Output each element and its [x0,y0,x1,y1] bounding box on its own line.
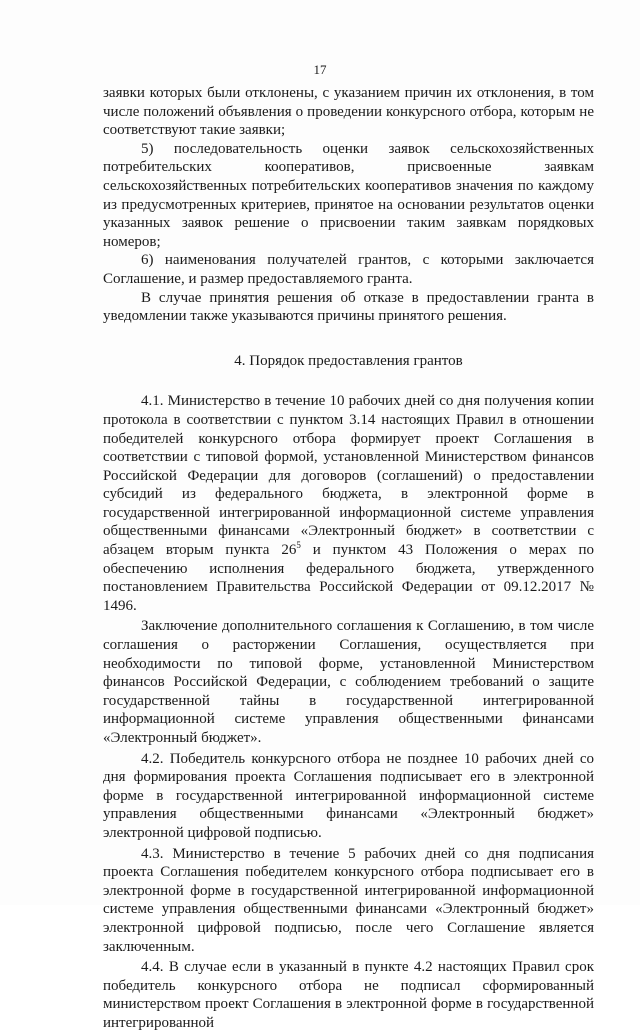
list-item-5: 5) последовательность оценки заявок сельскохозяйственных потребительских кооперативов, присвоенные заявкам сельскохозяйственных потребительских кооперативов значения по каждому из предусмотренных критериев, принятое на основании результатов оценки указанных заявок решение о присвоении таким заявкам порядковых номеров; [103,140,594,250]
paragraph-refusal: В случае принятия решения об отказе в предоставлении гранта в уведомлении также указываются причины принятого решения. [103,289,594,325]
document-body [103,84,594,1033]
list-item-6: 6) наименования получателей грантов, с которыми заключается Соглашение, и размер предоставляемого гранта. [103,252,594,287]
clause-4-4: 4.4. В случае если в указанный в пункте 4.2 настоящих Правил срок победитель конкурсного отбора не подписал сформированный министерством проект Соглашения в электронной форме в государственной интегрированной [103,959,594,1031]
clause-4-3: 4.3. Министерство в течение 5 рабочих дней со дня подписания проекта Соглашения победителем конкурсного отбора подписывает его в электронной форме в государственной интегрированной информационной системе управления общественными финансами «Электронный бюджет» электронной цифровой подписью, после чего Соглашение является заключенным. [103,845,594,955]
clause-4-1-text-b: и пунктом 43 Положения о мерах по обеспечению исполнения федерального бюджета, утвержденного постановлением Правительства Российской Федерации от 09.12.2017 № 1496. [103,542,594,614]
section-heading: 4. Порядок предоставления грантов [234,352,463,369]
clause-4-2: 4.2. Победитель конкурсного отбора не позднее 10 рабочих дней со дня формирования проекта Соглашения подписывает его в электронной форме в государственной интегрированной информационной системе управления общественными финансами «Электронный бюджет» электронной цифровой подписью. [103,750,594,841]
clause-4-1-superscript: 5 [296,540,301,551]
paragraph-additional-agreement: Заключение дополнительного соглашения к Соглашению, в том числе соглашения о расторжении Соглашения, осуществляется при необходимости по типовой форме, установленной Министерством финансов Российской Федерации, с соблюдением требований о защите государственной тайны в государственной интегрированной информационной системе управления общественными финансами «Электронный бюджет». [103,618,594,746]
clause-4-1 [103,392,594,615]
paragraph-continuation: заявки которых были отклонены, с указанием причин их отклонения, в том числе положений объявления о проведении конкурсного отбора, которым не соответствуют такие заявки; [103,85,594,139]
page-number: 17 [313,62,327,77]
clause-4-1-text-a: 4.1. Министерство в течение 10 рабочих дней со дня получения копии протокола в соответствии с пунктом 3.14 настоящих Правил в отношении победителей конкурсного отбора формирует проект Соглашения в соответствии с типовой формой, установленной Министерством финансов Российской Федерации для договоров (соглашений) о предоставлении субсидий из федерального бюджета, в электронной форме в государственной интегрированной информационной системе управления общественными финансами «Электронный бюджет» в соответствии с абзацем вторым пункта 26 [103,393,594,559]
